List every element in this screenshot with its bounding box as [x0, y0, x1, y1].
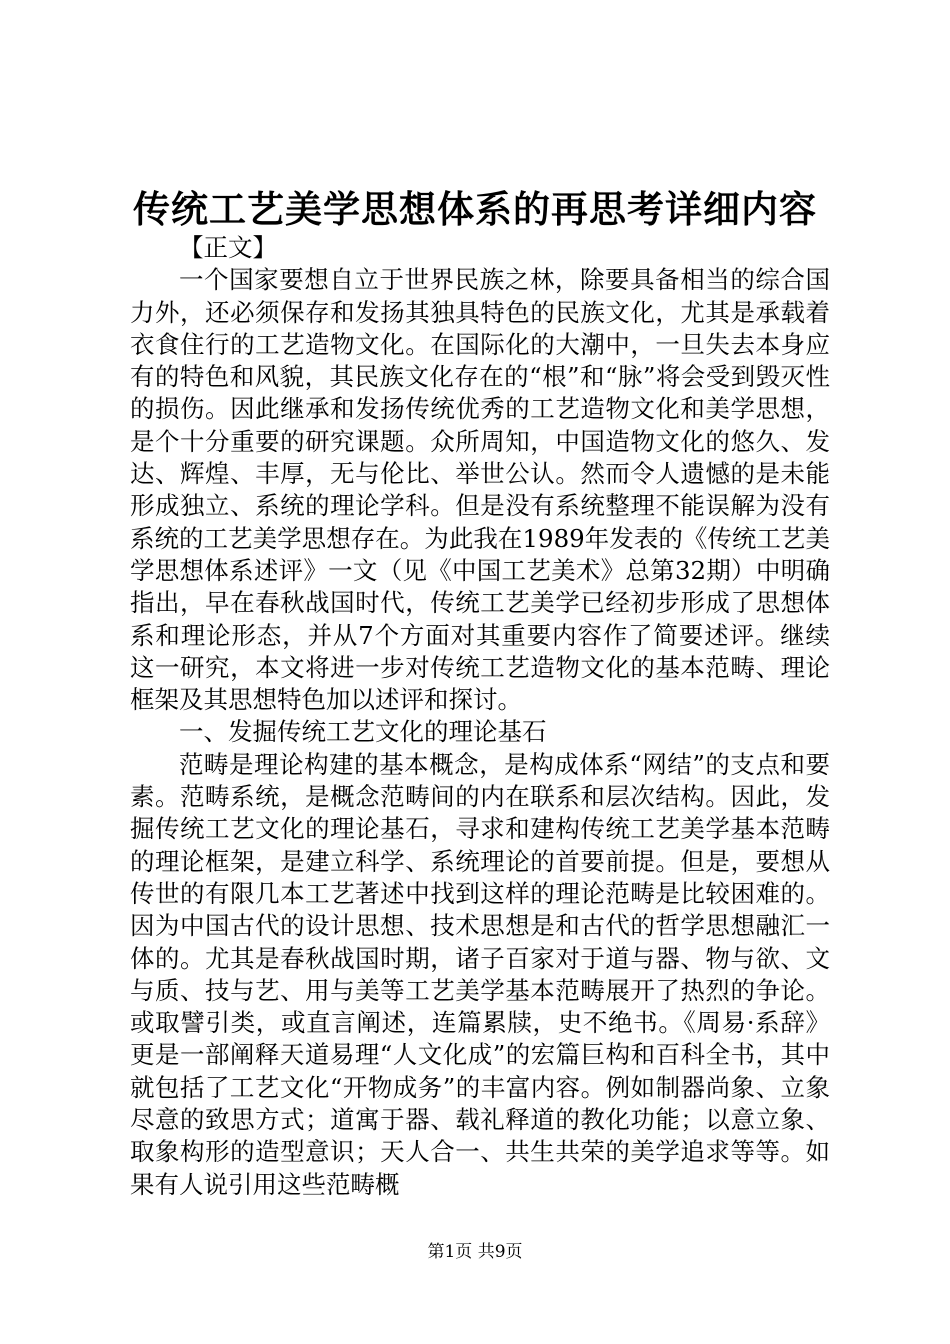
document-title: 传统工艺美学思想体系的再思考详细内容	[133, 187, 817, 231]
section-heading: 一、发掘传统工艺文化的理论基石	[179, 717, 547, 747]
document-body	[130, 232, 830, 1201]
body-paragraph: 一个国家要想自立于世界民族之林，除要具备相当的综合国力外，还必须保存和发扬其独具特色的民族文化，尤其是承载着衣食住行的工艺造物文化。在国际化的大潮中，一旦失去本身应有的特色和风貌，其民族文化存在的“根”和“脉”将会受到毁灭性的损伤。因此继承和发扬传统优秀的工艺造物文化和美学思想，是个十分重要的研究课题。众所周知，中国造物文化的悠久、发达、辉煌、丰厚，无与伦比、举世公认。然而令人遗憾的是未能形成独立、系统的理论学科。但是没有系统整理不能误解为没有系统的工艺美学思想存在。为此我在1989年发表的《传统工艺美学思想体系述评》一文（见《中国工艺美术》总第32期）中明确指出，早在春秋战国时代，传统工艺美学已经初步形成了思想体系和理论形态，并从7个方面对其重要内容作了简要述评。继续这一研究，本文将进一步对传统工艺造物文化的基本范畴、理论框架及其思想特色加以述评和探讨。	[130, 265, 830, 715]
body-paragraph: 范畴是理论构建的基本概念，是构成体系“网结”的支点和要素。范畴系统，是概念范畴间的内在联系和层次结构。因此，发掘传统工艺文化的理论基石，寻求和建构传统工艺美学基本范畴的理论框架，是建立科学、系统理论的首要前提。但是，要想从传世的有限几本工艺著述中找到这样的理论范畴是比较困难的。因为中国古代的设计思想、技术思想是和古代的哲学思想融汇一体的。尤其是春秋战国时期，诸子百家对于道与器、物与欲、文与质、技与艺、用与美等工艺美学基本范畴展开了热烈的争论。或取譬引类，或直言阐述，连篇累牍，史不绝书。《周易·系辞》更是一部阐释天道易理“人文化成”的宏篇巨构和百科全书，其中就包括了工艺文化“开物成务”的丰富内容。例如制器尚象、立象尽意的致思方式；道寓于器、载礼释道的教化功能；以意立象、取象构形的造型意识；天人合一、共生共荣的美学追求等等。如果有人说引用这些范畴概	[130, 749, 830, 1199]
page-footer: 第1页 共9页	[427, 1242, 523, 1262]
section-tag: 【正文】	[179, 233, 277, 262]
